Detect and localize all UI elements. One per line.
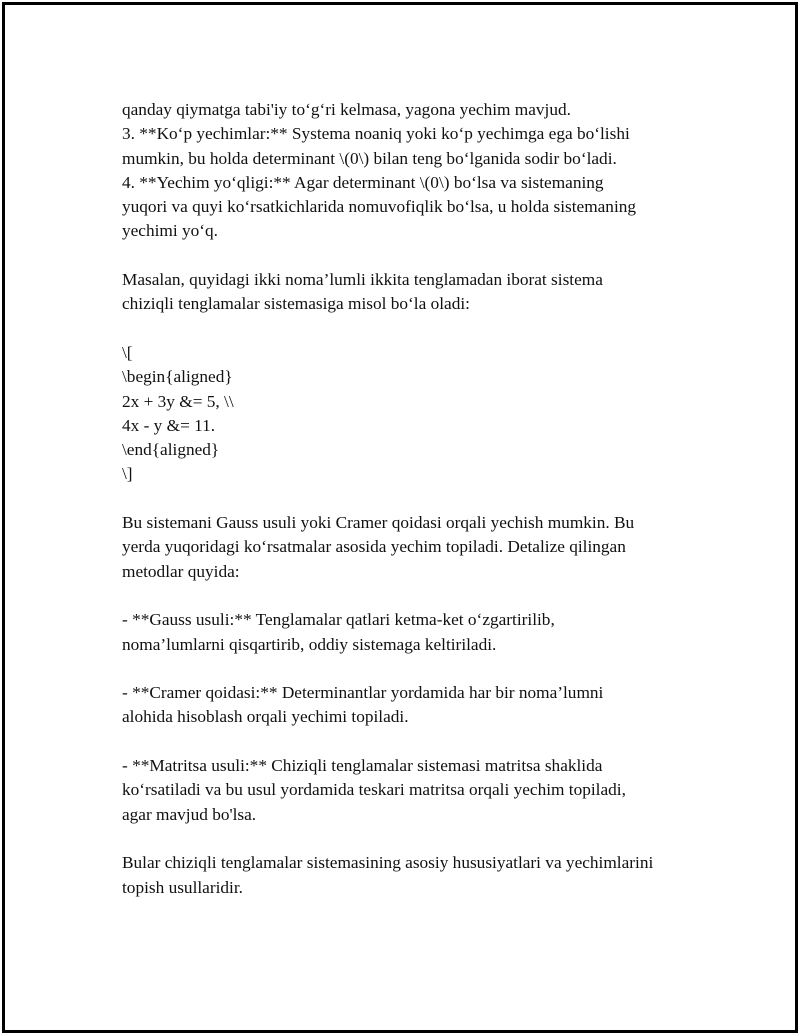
page-frame [2,2,798,1033]
text-line: Bu sistemani Gauss usuli yoki Cramer qoidasi orqali yechish mumkin. Bu [122,513,635,533]
blank-line [122,730,712,754]
document-body [122,98,712,900]
text-line: qanday qiymatga tabi'iy to‘g‘ri kelmasa, yagona yechim mavjud. [122,100,571,119]
math-line: 4x - y &= 11. [122,415,216,435]
math-line: \begin{aligned} [122,367,233,387]
math-line: \[ [122,342,133,362]
text-line: 3. **Ko‘p yechimlar:** Systema noaniq yoki ko‘p yechimga ega bo‘lishi [122,124,630,144]
text-line: - **Matritsa usuli:** Chiziqli tenglamalar sistemasi matritsa shaklida [122,756,603,776]
text-line: topish usullaridir. [122,877,243,897]
text-line: - **Gauss usuli:** Tenglamalar qatlari ketma-ket o‘zgartirilib, [122,610,555,630]
text-line: alohida hisoblash orqali yechimi topiladi. [122,707,409,727]
blank-line [122,244,712,268]
math-line: \end{aligned} [122,440,220,460]
text-line: - **Cramer qoidasi:** Determinantlar yordamida har bir noma’lumni [122,683,604,703]
text-line: agar mavjud bo'lsa. [122,804,257,824]
text-line: yuqori va quyi ko‘rsatkichlarida nomuvofiqlik bo‘lsa, u holda sistemaning [122,197,637,217]
text-line: yechimi yo‘q. [122,221,218,241]
text-line: noma’lumlarni qisqartirib, oddiy sistemaga keltiriladi. [122,634,497,654]
text-line: yerda yuqoridagi ko‘rsatmalar asosida yechim topiladi. Detalize qilingan [122,537,626,557]
blank-line [122,584,712,608]
math-line: \] [122,464,133,484]
math-line: 2x + 3y &= 5, \\ [122,391,234,411]
blank-line [122,317,712,341]
text-line: 4. **Yechim yo‘qligi:** Agar determinant \(0\) bo‘lsa va sistemaning [122,172,604,192]
text-line: Bular chiziqli tenglamalar sistemasining asosiy hususiyatlari va yechimlarini [122,853,654,873]
text-line: mumkin, bu holda determinant \(0\) bilan teng bo‘lganida sodir bo‘ladi. [122,148,617,168]
text-line: chiziqli tenglamalar sistemasiga misol bo‘la oladi: [122,294,470,314]
blank-line [122,827,712,851]
blank-line [122,487,712,511]
text-line: Masalan, quyidagi ikki noma’lumli ikkita tenglamadan iborat sistema [122,270,603,290]
text-line: ko‘rsatiladi va bu usul yordamida teskari matritsa orqali yechim topiladi, [122,780,626,800]
blank-line [122,657,712,681]
text-line: metodlar quyida: [122,561,240,581]
